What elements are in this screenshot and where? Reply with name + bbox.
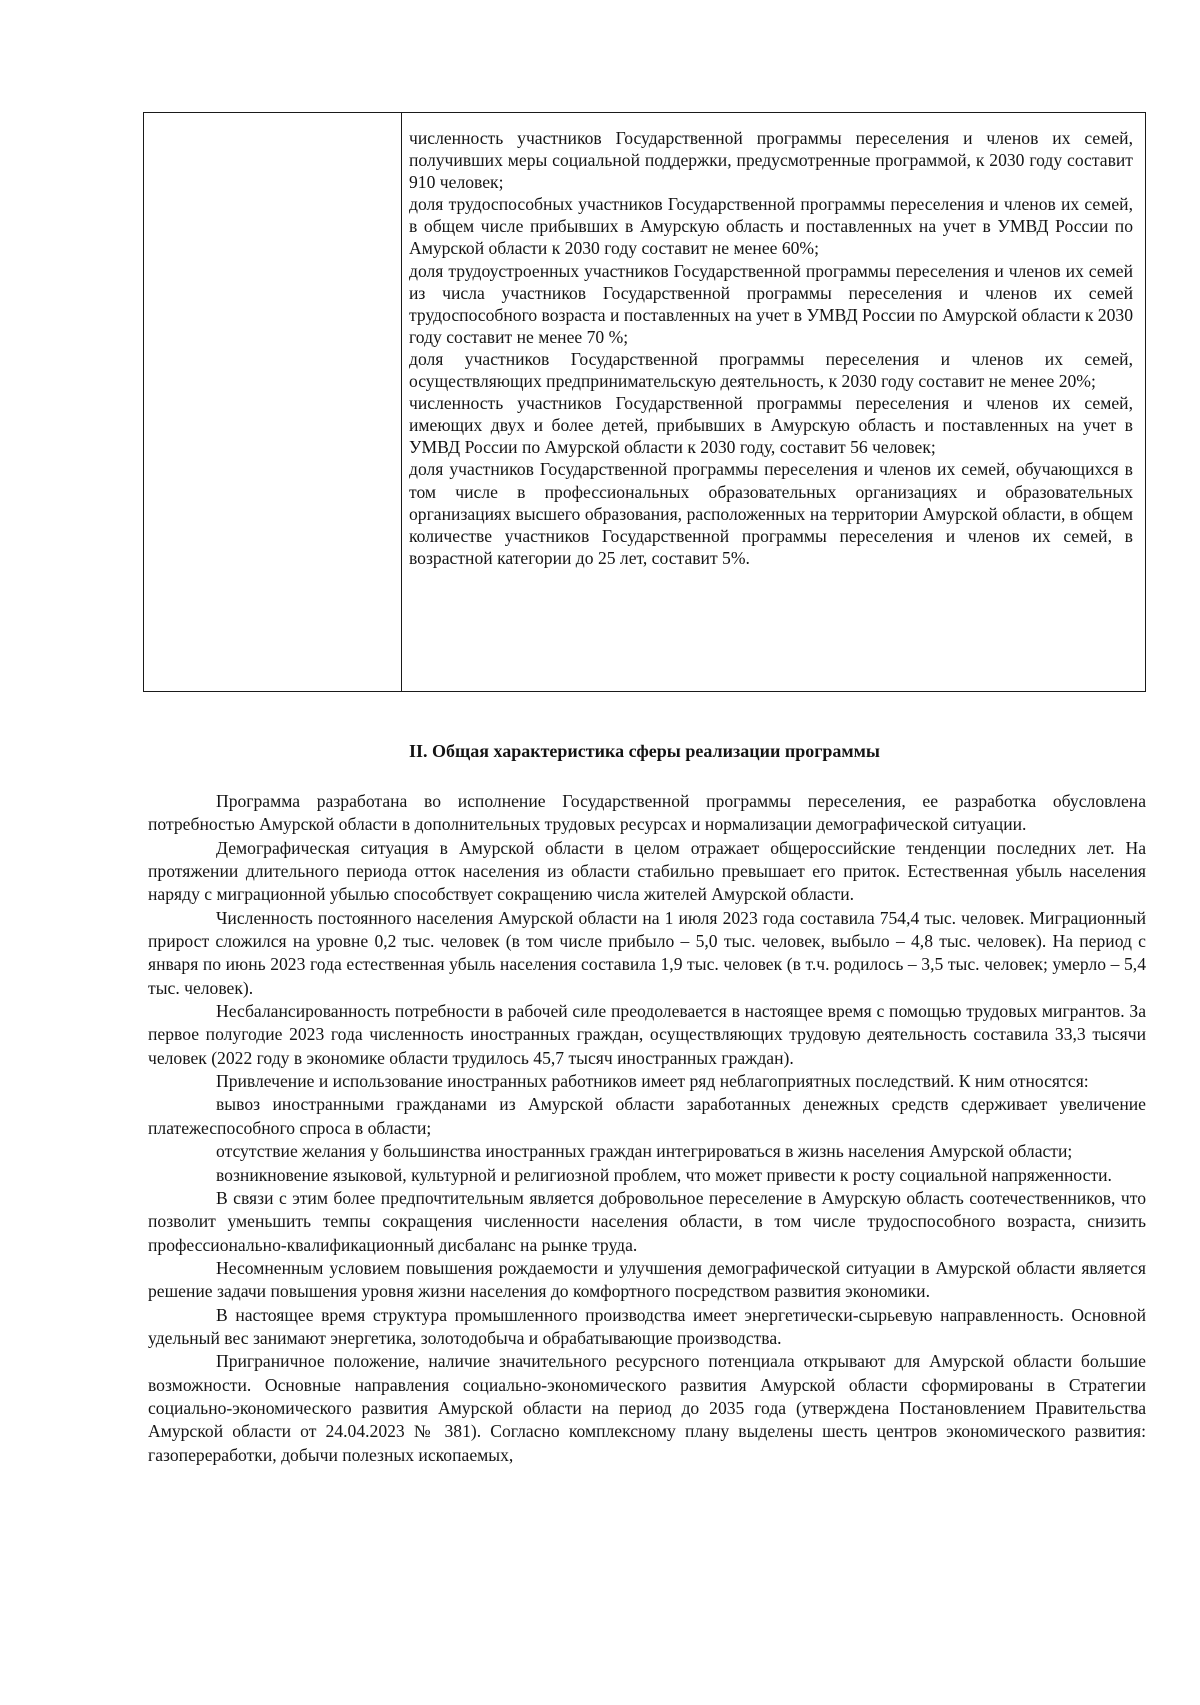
body-paragraph: вывоз иностранными гражданами из Амурской области заработанных денежных средств сдерживает увеличение платежеспособного спроса в области; <box>148 1094 1146 1138</box>
table-item: доля участников Государственной программы переселения и членов их семей, осуществляющих предпринимательскую деятельность, к 2030 году составит не менее 20%; <box>409 348 1133 392</box>
body-paragraph: В связи с этим более предпочтительным является добровольное переселение в Амурскую область соотечественников, что позволит уменьшить темпы сокращения численности населения области, в том числе трудоспособного возраста, снизить профессионально-квалификационный дисбаланс на рынке труда. <box>148 1187 1146 1255</box>
body-paragraph: возникновение языковой, культурной и религиозной проблем, что может привести к росту социальной напряженности. <box>216 1164 1112 1185</box>
section-body <box>148 790 1146 1467</box>
body-paragraph: Привлечение и использование иностранных работников имеет ряд неблагоприятных последствий. К ним относятся: <box>216 1071 1089 1092</box>
body-paragraph: Несбалансированность потребности в рабочей силе преодолевается в настоящее время с помощью трудовых мигрантов. За первое полугодие 2023 года численность иностранных граждан, осуществляющих трудовую деятельность составила 33,3 тысячи человек (2022 году в экономике области трудилось 45,7 тысяч иностранных граждан). <box>148 1001 1146 1068</box>
section-heading: II. Общая характеристика сферы реализации программы <box>409 741 880 761</box>
table-item: доля трудоустроенных участников Государственной программы переселения и членов их семей из числа участников Государственной программы переселения и членов их семей трудоспособного возраста и поставленных на учет в УМВД России по Амурской области к 2030 году составит не менее 70 %; <box>409 260 1133 347</box>
body-paragraph: Приграничное положение, наличие значительного ресурсного потенциала открывают для Амурской области большие возможности. Основные направления социально-экономического развития Амурской области сформированы в Стратегии социально-экономического развития Амурской области на период до 2035 года (утверждена Постановлением Правительства Амурской области от 24.04.2023 № 381). Согласно комплексному плану выделены шесть центров экономического развития: газопереработки, добычи полезных ископаемых, <box>148 1351 1146 1465</box>
table-item: доля трудоспособных участников Государственной программы переселения и членов их семей, в общем числе прибывших в Амурскую область и поставленных на учет в УМВД России по Амурской области к 2030 году составит не менее 60%; <box>409 194 1133 259</box>
body-paragraph: Численность постоянного населения Амурской области на 1 июля 2023 года составила 754,4 тыс. человек. Миграционный прирост сложился на уровне 0,2 тыс. человек (в том числе прибыло – 5,0 тыс. человек, выбыло – 4,8 тыс. человек). На период с января по июнь 2023 года естественная убыль населения составила 1,9 тыс. человек (в т.ч. родилось – 3,5 тыс. человек; умерло – 5,4 тыс. человек). <box>148 907 1146 998</box>
table-right-cell <box>402 113 1145 691</box>
table-item: численность участников Государственной программы переселения и членов их семей, получивших меры социальной поддержки, предусмотренные программой, к 2030 году составит 910 человек; <box>409 128 1133 193</box>
body-paragraph: В настоящее время структура промышленного производства имеет энергетически-сырьевую направленность. Основной удельный вес занимают энергетика, золотодобыча и обрабатывающие производства. <box>148 1304 1146 1348</box>
body-paragraph: Программа разработана во исполнение Государственной программы переселения, ее разработка обусловлена потребностью Амурской области в дополнительных трудовых ресурсах и нормализации демографической ситуации. <box>148 791 1146 835</box>
body-paragraph: отсутствие желания у большинства иностранных граждан интегрироваться в жизнь населения Амурской области; <box>216 1141 1073 1162</box>
body-paragraph: Демографическая ситуация в Амурской области в целом отражает общероссийские тенденции последних лет. На протяжении длительного периода отток населения из области стабильно превышает его приток. Естественная убыль населения наряду с миграционной убылью способствует сокращению числа жителей Амурской области. <box>148 837 1146 905</box>
table-item: численность участников Государственной программы переселения и членов их семей, имеющих двух и более детей, прибывших в Амурскую область и поставленных на учет в УМВД России по Амурской области к 2030 году, составит 56 человек; <box>409 393 1133 458</box>
table-left-cell <box>144 113 402 691</box>
expected-results-table <box>143 112 1146 692</box>
table-item: доля участников Государственной программы переселения и членов их семей, обучающихся в том числе в профессиональных образовательных организациях и образовательных организациях высшего образования, расположенных на территории Амурской области, в общем количестве участников Государственной программы переселения и членов их семей, в возрастной категории до 25 лет, составит 5%. <box>409 459 1133 568</box>
body-paragraph: Несомненным условием повышения рождаемости и улучшения демографической ситуации в Амурской области является решение задачи повышения уровня жизни населения до комфортного посредством развития экономики. <box>148 1257 1146 1302</box>
